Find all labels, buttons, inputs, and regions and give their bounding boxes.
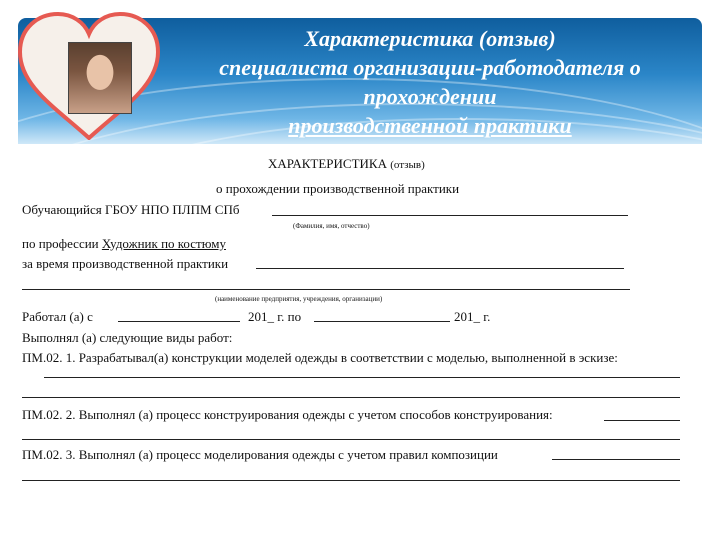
doc-heading-suffix: (отзыв)	[390, 159, 425, 171]
title-line-4: производственной практики	[288, 113, 572, 138]
doc-heading	[268, 156, 425, 173]
date-from-line	[118, 321, 240, 322]
pm1-line-2	[22, 397, 680, 398]
period-label: за время производственной практики	[22, 256, 229, 271]
title-line-2: специалиста организации-работодателя о	[219, 55, 641, 80]
pm3-line-1	[552, 459, 680, 460]
fio-hint: (Фамилия, имя, отчество)	[293, 222, 370, 230]
pm2-line-2	[22, 439, 680, 440]
tasks-intro: Выполнял (а) следующие виды работ:	[22, 330, 233, 345]
student-label: Обучающийся ГБОУ НПО ПЛПМ СПб	[22, 202, 240, 217]
fio-line	[272, 215, 628, 216]
worked-from: Работал (а) с	[22, 309, 93, 324]
org-hint: (наименование предприятия, учреждения, организации)	[215, 295, 383, 303]
profession-row	[22, 236, 226, 251]
date-to-line	[314, 321, 450, 322]
slide-title	[190, 24, 670, 140]
pm3-text: ПМ.02. 3. Выполнял (а) процесс моделирования одежды с учетом правил композиции	[22, 447, 498, 462]
title-line-1: Характеристика (отзыв)	[304, 26, 556, 51]
profession-value: Художник по костюму	[101, 236, 226, 251]
doc-subheading: о прохождении производственной практики	[216, 181, 460, 196]
profession-label: по профессии	[22, 236, 99, 251]
pm1-text: ПМ.02. 1. Разрабатывал(а) конструкции моделей одежды в соответствии с моделью, выполненной в эскизе:	[22, 350, 618, 365]
year2: 201_ г.	[454, 309, 491, 324]
period-line	[256, 268, 624, 269]
pm3-line-2	[22, 480, 680, 481]
heart-frame-icon	[16, 12, 162, 140]
pm2-text: ПМ.02. 2. Выполнял (а) процесс конструирования одежды с учетом способов конструирования:	[22, 407, 553, 422]
doc-heading-main: ХАРАКТЕРИСТИКА	[268, 156, 387, 171]
org-line	[22, 289, 630, 290]
portrait-photo	[68, 42, 132, 114]
year1: 201_ г. по	[248, 309, 302, 324]
pm2-line-1	[604, 420, 680, 421]
title-line-3: прохождении	[363, 84, 497, 109]
pm1-line-1	[44, 377, 680, 378]
